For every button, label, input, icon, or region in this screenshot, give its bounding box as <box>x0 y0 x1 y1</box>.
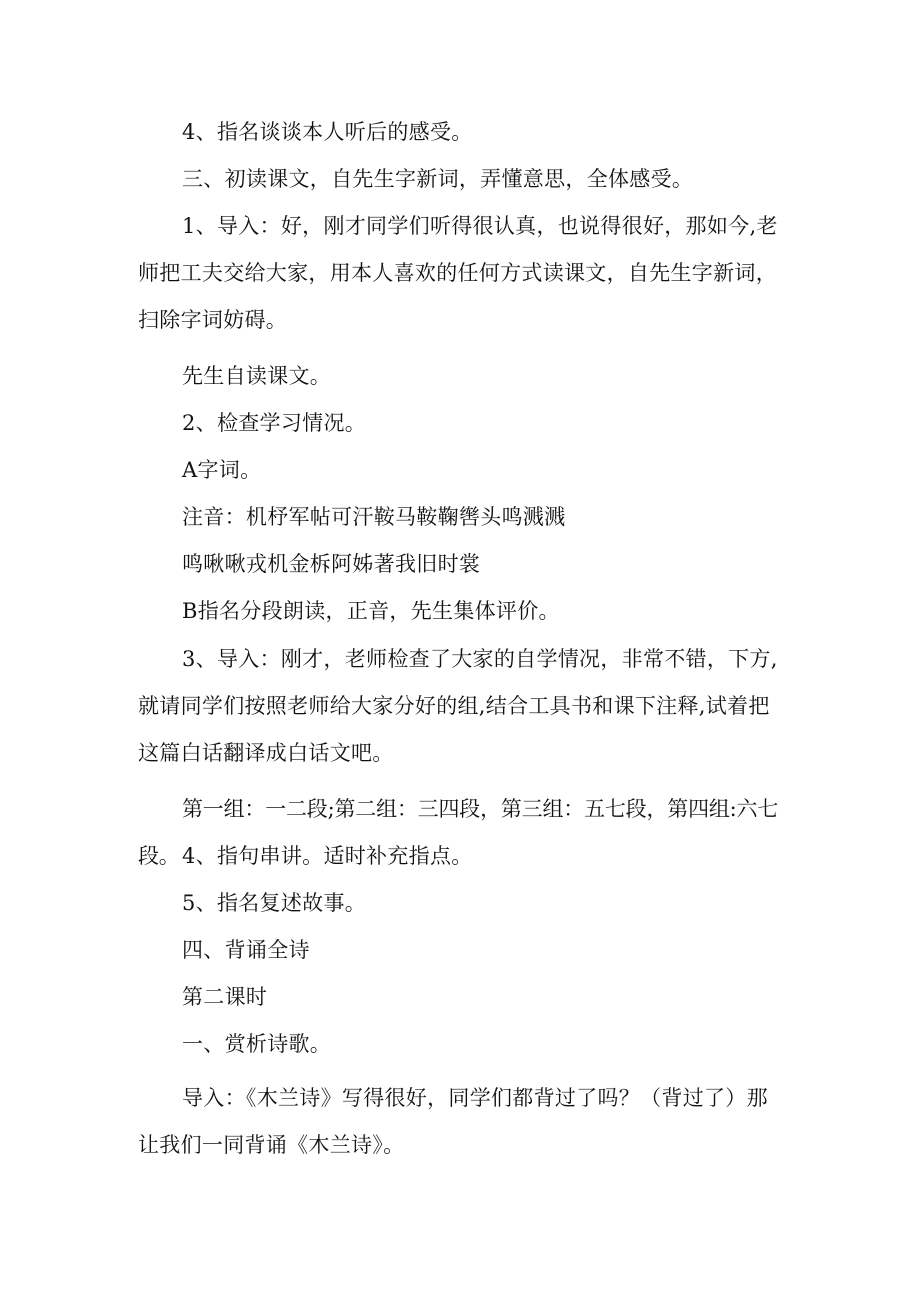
paragraph-section-3-heading: 三、初读课文，自先生字新词，弄懂意思，全体感受。 <box>182 167 694 191</box>
paragraph-a-vocabulary: A字词。 <box>182 458 262 482</box>
paragraph-step-1-intro: 1、导入：好，刚才同学们听得很认真，也说得很好，那如今,老师把工夫交给大家，用本人喜欢的任何方式读课文，自先生字新词，扫除字词妨碍。 <box>138 214 778 332</box>
paragraph-step-2-check: 2、检查学习情况。 <box>182 411 367 435</box>
paragraph-second-lesson: 第二课时 <box>182 985 268 1009</box>
paragraph-b-reading: B指名分段朗读，正音，先生集体评价。 <box>182 599 560 623</box>
paragraph-section-1-appreciation: 一、赏析诗歌。 <box>182 1032 332 1056</box>
paragraph-phonetics-line-1: 注音：机杼军帖可汗鞍马鞍鞠辔头鸣溅溅 <box>182 505 566 529</box>
paragraph-phonetics-line-2: 鸣啾啾戎机金柝阿姊著我旧时裳 <box>182 552 481 576</box>
paragraph-step-5-retell: 5、指名复述故事。 <box>182 891 367 915</box>
paragraph-self-reading: 先生自读课文。 <box>182 364 332 388</box>
paragraph-intro-mulan: 导入：《木兰诗》写得很好，同学们都背过了吗？（背过了）那让我们一同背诵《木兰诗》。 <box>138 1086 768 1157</box>
paragraph-groups: 第一组：一二段;第二组：三四段，第三组：五七段，第四组:六七段。 <box>138 797 779 868</box>
paragraph-step-3-intro: 3、导入：刚才，老师检查了大家的自学情况，非常不错，下方,就请同学们按照老师给大家分好的组,结合工具书和课下注释,试着把这篇白话翻译成白话文吧。 <box>138 647 778 765</box>
paragraph-step-4-feelings: 4、指名谈谈本人听后的感受。 <box>182 120 473 144</box>
paragraph-step-4-explain: 4、指句串讲。适时补充指点。 <box>182 844 473 868</box>
paragraph-section-4-recite: 四、背诵全诗 <box>182 938 310 962</box>
